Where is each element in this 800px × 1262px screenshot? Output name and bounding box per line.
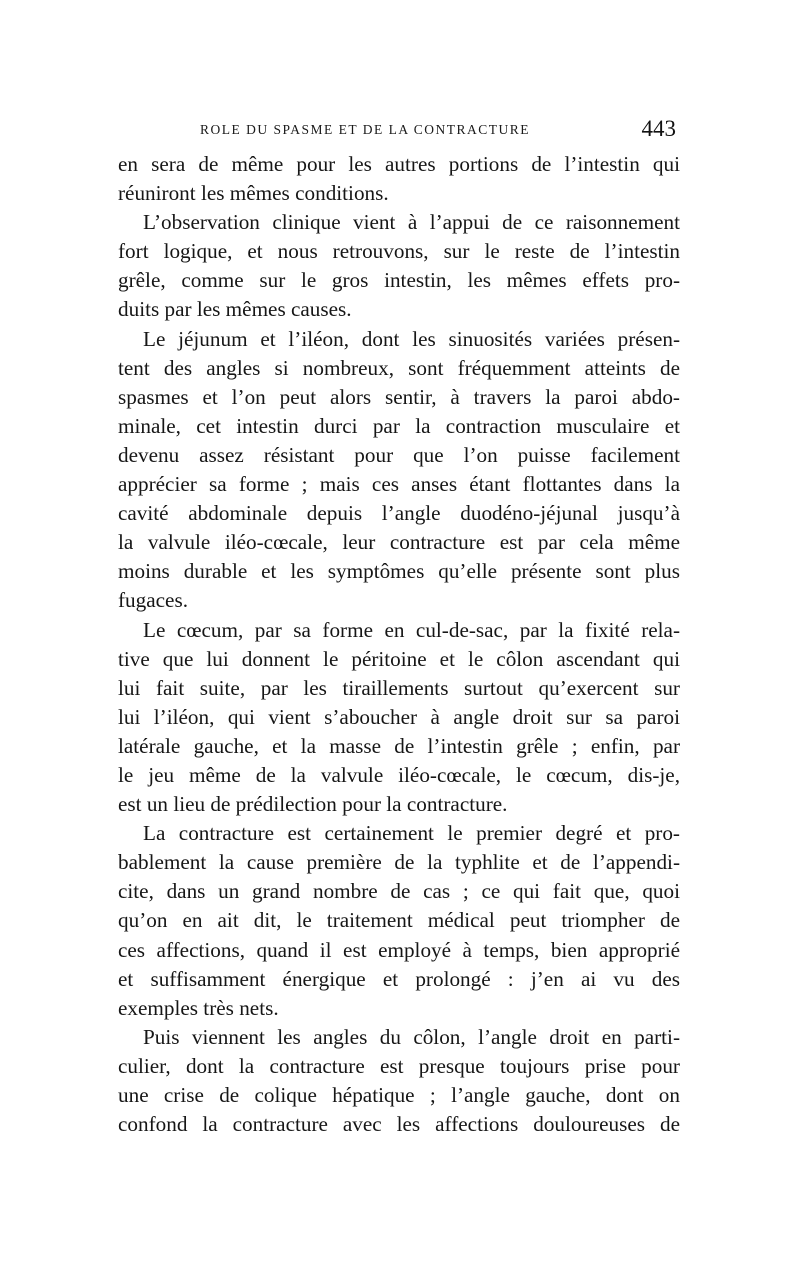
text-line: est un lieu de prédilection pour la contracture. [118, 792, 508, 817]
text-line: tent des angles si nombreux, sont fréquemment atteints de [118, 355, 680, 380]
text-line: exemples très nets. [118, 995, 279, 1020]
text-line: qu’on en ait dit, le traitement médical peut triompher de [118, 908, 680, 933]
running-header [200, 116, 676, 144]
text-line: la valvule iléo-cœcale, leur contracture est par cela même [118, 530, 680, 555]
text-line: réuniront les mêmes conditions. [118, 181, 389, 206]
text-line: lui l’iléon, qui vient s’aboucher à angle droit sur sa paroi [118, 704, 680, 729]
text-line: fort logique, et nous retrouvons, sur le reste de l’intestin [118, 239, 680, 264]
text-line: Le cœcum, par sa forme en cul-de-sac, par la fixité rela- [143, 617, 680, 642]
text-line: fugaces. [118, 588, 188, 613]
text-line: bablement la cause première de la typhlite et de l’appendi- [118, 850, 680, 875]
text-line: culier, dont la contracture est presque toujours prise pour [118, 1053, 680, 1078]
text-line: cite, dans un grand nombre de cas ; ce qui fait que, quoi [118, 879, 680, 904]
text-line: lui fait suite, par les tiraillements surtout qu’exercent sur [118, 675, 680, 700]
text-line: grêle, comme sur le gros intestin, les mêmes effets pro- [118, 268, 680, 293]
text-line: spasmes et l’on peut alors sentir, à travers la paroi abdo- [118, 384, 680, 409]
text-line: L’observation clinique vient à l’appui de ce raisonnement [143, 210, 680, 235]
text-line: confond la contracture avec les affections douloureuses de [118, 1112, 680, 1137]
text-line: cavité abdominale depuis l’angle duodéno-jéjunal jusqu’à [118, 501, 680, 526]
text-line: le jeu même de la valvule iléo-cœcale, le cœcum, dis-je, [118, 762, 680, 787]
text-line: Puis viennent les angles du côlon, l’angle droit en parti- [143, 1024, 680, 1049]
text-line: Le jéjunum et l’iléon, dont les sinuosités variées présen- [143, 326, 680, 351]
body-text [118, 150, 680, 1139]
text-line: et suffisamment énergique et prolongé : j’en ai vu des [118, 966, 680, 991]
text-line: moins durable et les symptômes qu’elle présente sont plus [118, 559, 680, 584]
text-line: La contracture est certainement le premier degré et pro- [143, 821, 680, 846]
text-line: tive que lui donnent le péritoine et le côlon ascendant qui [118, 646, 680, 671]
text-line: minale, cet intestin durci par la contraction musculaire et [118, 413, 680, 438]
text-line: apprécier sa forme ; mais ces anses étant flottantes dans la [118, 472, 680, 497]
text-line: en sera de même pour les autres portions de l’intestin qui [118, 152, 680, 176]
text-line: duits par les mêmes causes. [118, 297, 352, 322]
text-line: devenu assez résistant pour que l’on puisse facilement [118, 442, 680, 467]
page-number: 443 [641, 116, 676, 141]
text-line: latérale gauche, et la masse de l’intestin grêle ; enfin, par [118, 733, 680, 758]
text-line: une crise de colique hépatique ; l’angle gauche, dont on [118, 1083, 680, 1107]
text-line: ces affections, quand il est employé à temps, bien approprié [118, 937, 680, 962]
running-title: ROLE DU SPASME ET DE LA CONTRACTURE [200, 122, 531, 137]
